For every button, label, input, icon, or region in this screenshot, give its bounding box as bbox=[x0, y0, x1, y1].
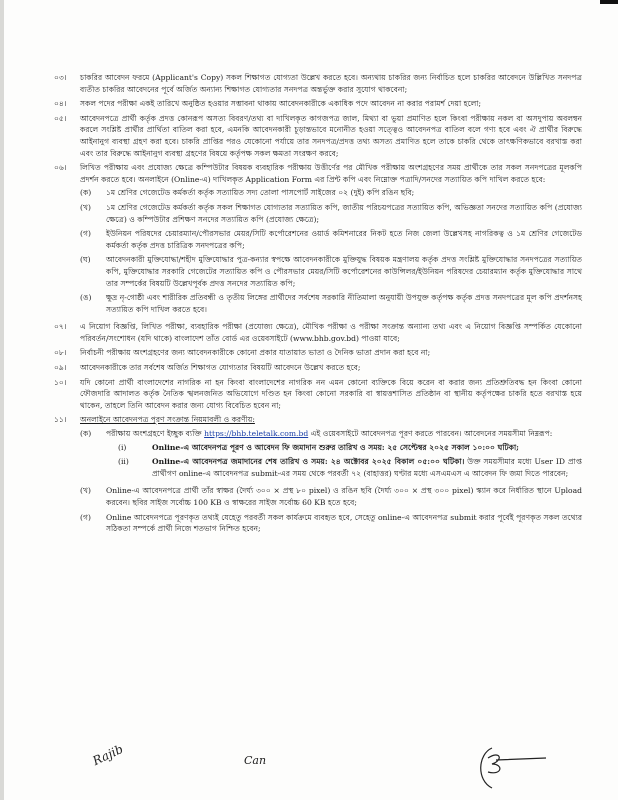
subclause-text: এই ওয়েবসাইটে আবেদনপত্র পূরণ করতে পারবেন। আবেদনের সময়সীমা নিম্নরূপ: bbox=[308, 429, 553, 439]
clause-number: ০৪। bbox=[54, 99, 67, 109]
subclause-text: Online-এ আবেদনপত্রে প্রার্থী তাঁর স্বাক্ষর (দৈর্ঘ্য ৩০০ × প্রস্থ ৮০ pixel) ও রঙিন ছবি (দৈর্ঘ্য ৩০০ × প্রস্থ ৩০০ pixel) স্ক্যান করে নির্ধারিত স্থানে Upload করবেন। ছবির সাইজ সর্বোচ্চ 100 KB ও স্বাক্ষরের সাইজ সর্বোচ্চ 60 KB হতে হবে; bbox=[106, 486, 582, 507]
clause-text: সকল পদের পরীক্ষা একই তারিখে অনুষ্ঠিত হওয়ার সম্ভাবনা থাকায় আবেদনকারীকে একাধিক পদে আবেদন না করার পরামর্শ দেয়া হলো; bbox=[80, 99, 482, 109]
subclause-gha bbox=[80, 254, 582, 289]
subclause-text: পরীক্ষায় অংশগ্রহণে ইচ্ছুক ব্যক্তি bbox=[106, 429, 205, 439]
clause-text: যদি কোনো প্রার্থী বাংলাদেশের নাগরিক না হন কিংবা বাংলাদেশের নাগরিক নন এমন কোনো ব্যক্তিকে বিয়ে করেন বা করার জন্য প্রতিশ্রুতিবদ্ধ হন কিংবা কোনো ফৌজদারি আদালত কর্তৃক নৈতিক স্খলনজনিত অভিযোগে দণ্ডিত হন কিংবা কোনো সরকারি বা স্বায়ত্তশাসিত প্রতিষ্ঠান বা স্থানীয় কর্তৃপক্ষের চাকরি হতে বরখাস্ত হয়ে থাকেন, তাহলে তিনি আবেদন করার জন্য যোগ্য বিবেচিত হবেন না; bbox=[80, 377, 582, 410]
subclause-kha bbox=[80, 485, 582, 508]
notice-body bbox=[54, 72, 582, 541]
signature-right-icon bbox=[470, 742, 550, 792]
deadline-start bbox=[118, 442, 582, 454]
scan-corner-mark bbox=[600, 0, 618, 4]
scan-edge bbox=[0, 0, 4, 800]
clause-09 bbox=[54, 362, 582, 374]
clause-number: ১০। bbox=[54, 377, 67, 387]
signature-left: Rajib bbox=[90, 741, 126, 769]
clause-04 bbox=[54, 98, 582, 110]
clause-number: ০৯। bbox=[54, 363, 67, 373]
subclause-ga bbox=[80, 512, 582, 535]
clause-heading: অনলাইনে আবেদনপত্র পূরণ সংক্রান্ত নিয়মাবলী ও করণীয়: bbox=[80, 415, 255, 425]
signature-middle: Can bbox=[244, 754, 267, 767]
subclause-text: ১ম শ্রেণির গেজেটেড কর্মকর্তা কর্তৃক সকল শিক্ষাগত যোগ্যতার সত্যায়িত কপি, জাতীয় পরিচয়পত্রের সত্যায়িত কপি, অভিজ্ঞতা সনদের সত্যায়িত কপি (প্রযোজ্য ক্ষেত্রে) ও কম্পিউটার প্রশিক্ষণ সনদের সত্যায়িত কপি (প্রযোজ্য ক্ষেত্রে); bbox=[106, 202, 582, 224]
clause-number: ১১। bbox=[54, 415, 67, 425]
clause-06 bbox=[54, 162, 582, 318]
subclause-text: Online আবেদনপত্রে পূরণকৃত তথ্যই যেহেতু পরবর্তী সকল কার্যক্রমে ব্যবহৃত হবে, সেহেতু online-এ আবেদনপত্র submit করার পূর্বেই পূরণকৃত সকল তথ্যের সঠিকতা সম্পর্কে প্রার্থী নিজে শতভাগ নিশ্চিত হবেন; bbox=[106, 512, 582, 534]
clause-08 bbox=[54, 347, 582, 359]
subclause-text: ইউনিয়ন পরিষদের চেয়ারম্যান/পৌরসভার মেয়র/সিটি কর্পোরেশনের ওয়ার্ড কমিশনারের নিকট হতে নিজ জেলা উল্লেখসহ নাগরিকত্ব ও ১ম শ্রেণির গেজেটেড কর্মকর্তা কর্তৃক প্রদত্ত চারিত্রিক সনদপত্রের কপি; bbox=[106, 229, 582, 250]
deadline-end-text: Online-এ আবেদনপত্র জমাদানের শেষ তারিখ ও সময়: ২৪ অক্টোবর ২০২৫ বিকাল ০৫:০০ ঘটিকা। bbox=[152, 457, 465, 467]
subclause-text: ১ম শ্রেণির গেজেটেড কর্মকর্তা কর্তৃক সত্যায়িত সদ্য তোলা পাসপোর্ট সাইজের ০২ (দুই) কপি রঙিন ছবি; bbox=[106, 188, 415, 198]
clause-text: নির্বাচনী পরীক্ষায় অংশগ্রহণের জন্য আবেদনকারীকে কোনো প্রকার যাতায়াত ভাতা ও দৈনিক ভাতা প্রদান করা হবে না; bbox=[80, 348, 431, 358]
subclause-mark: (গ) bbox=[80, 512, 91, 522]
roman-mark: (i) bbox=[118, 442, 127, 452]
clause-number: ০৫। bbox=[54, 113, 67, 123]
subclause-text: ক্ষুদ্র নৃ-গোষ্ঠী এবং শারীরিক প্রতিবন্ধী ও তৃতীয় লিঙ্গের প্রার্থীদের সর্বশেষ সরকারি নীতিমালা অনুযায়ী উপযুক্ত কর্তৃপক্ষ কর্তৃক প্রদত্ত সনদপত্রের মূল কপি প্রদর্শনসহ সত্যায়িত কপি দাখিল করতে হবে। bbox=[106, 293, 582, 314]
clause-05 bbox=[54, 113, 582, 159]
clause-number: ০৬। bbox=[54, 163, 67, 173]
subclause-ka bbox=[80, 187, 582, 199]
subclause-ka bbox=[80, 428, 582, 482]
roman-mark: (ii) bbox=[118, 457, 129, 467]
clause-number: ০৭। bbox=[54, 322, 67, 332]
clause-07 bbox=[54, 321, 582, 344]
subclause-mark: (ক) bbox=[80, 429, 92, 439]
teletalk-link[interactable]: https://bhb.teletalk.com.bd bbox=[204, 429, 309, 439]
clause-number: ০৩। bbox=[54, 73, 67, 82]
clause-10 bbox=[54, 377, 582, 412]
clause-text: আবেদনপত্রে প্রার্থী কর্তৃক প্রদত্ত কোনরূপ অসত্য বিবরণ/তথ্য বা দাখিলকৃত কাগজপত্র জাল, মিথ্যা বা ভুয়া প্রমাণিত হলে কিংবা পরীক্ষায় নকল বা অসদুপায় অবলম্বন করলে সংশ্লিষ্ট প্রার্থীর প্রার্থিতা বাতিল করা হবে, এমনকি আবেদনকারী চূড়ান্তভাবে মনোনীত হওয়া সত্ত্বেও আবেদনপত্র বাতিল বলে গণ্য হবে এবং ঐ প্রার্থীর বিরুদ্ধে আইনানুগ ব্যবস্থা গ্রহণ করা হবে। চাকরি প্রাপ্তির পরও যেকোনো পর্যায়ে তার সনদপত্র/প্রদত্ত তথ্য অসত্য প্রমাণিত হলে তাকে চাকরি থেকে তাৎক্ষণিকভাবে বরখাস্ত করা এবং তার বিরুদ্ধে আইনানুগ ব্যবস্থা গ্রহণের বিষয়ে কর্তৃপক্ষ সকল ক্ষমতা সংরক্ষণ করবে; bbox=[80, 113, 582, 158]
clause-03 bbox=[54, 72, 582, 95]
clause-number: ০৮। bbox=[54, 348, 67, 358]
clause-11 bbox=[54, 414, 582, 537]
subclause-mark: (ঙ) bbox=[80, 293, 92, 303]
subclause-mark: (গ) bbox=[80, 229, 91, 239]
subclause-mark: (ক) bbox=[80, 188, 92, 198]
clause-text: এ নিয়োগ বিজ্ঞপ্তি, লিখিত পরীক্ষা, ব্যবহারিক পরীক্ষা (প্রযোজ্য ক্ষেত্রে), মৌখিক পরীক্ষা ও পরীক্ষা সংক্রান্ত অন্যান্য তথ্য এবং এ নিয়োগ বিজ্ঞপ্তি সম্পর্কিত যেকোনো পরিবর্তন/সংশোধন (যদি থাকে) বাংলাদেশ তাঁত বোর্ড এর ওয়েবসাইটে (www.bhb.gov.bd) পাওয়া যাবে; bbox=[80, 322, 582, 343]
deadline-end bbox=[118, 456, 582, 479]
subclause-kha bbox=[80, 202, 582, 225]
subclause-uma bbox=[80, 292, 582, 315]
subclause-mark: (খ) bbox=[80, 486, 91, 496]
signature-area bbox=[0, 740, 618, 800]
clause-text: আবেদনকারীকে তার সর্বশেষ অর্জিত শিক্ষাগত যোগ্যতার বিষয়টি আবেদনে উল্লেখ করতে হবে; bbox=[80, 363, 361, 373]
subclause-mark: (খ) bbox=[80, 202, 91, 212]
subclause-mark: (ঘ) bbox=[80, 255, 91, 265]
subclause-ga bbox=[80, 228, 582, 251]
deadline-end-note: উক্ত সময়সীমার মধ্যে User ID প্রাপ্ত প্রার্থীগণ online-এ আবেদনপত্র submit-এর সময় থেকে পরবর্তী ৭২ (বাহাত্তর) ঘণ্টার মধ্যে এসএমএস এ আবেদন ফি জমা দিতে পারবেন; bbox=[152, 457, 582, 478]
subclause-text: আবেদনকারী মুক্তিযোদ্ধা/শহীদ মুক্তিযোদ্ধার পুত্র-কন্যার স্বপক্ষে আবেদনকারীকে মুক্তিযুদ্ধ বিষয়ক মন্ত্রণালয় কর্তৃক প্রদত্ত সংশ্লিষ্ট মুক্তিযোদ্ধার সনদপত্রের সত্যায়িত কপি, মুক্তিযোদ্ধার সরকারি গেজেটের সত্যায়িত কপি ও পৌরসভার মেয়র/সিটি কর্পোরেশনের কাউন্সিলর/ইউনিয়ন পরিষদের চেয়ারম্যান কর্তৃক মুক্তিযোদ্ধার সাথে তার সম্পর্কের বিষয়টি উল্লেখপূর্বক প্রদত্ত সনদের সত্যায়িত কপি; bbox=[106, 255, 582, 288]
clause-text: লিখিত পরীক্ষায় এবং প্রযোজ্য ক্ষেত্রে কম্পিউটার বিষয়ক ব্যবহারিক পরীক্ষায় উত্তীর্ণের পর মৌখিক পরীক্ষায় অংশগ্রহণের সময় প্রার্থীকে তার সকল সনদপত্রের মূলকপি প্রদর্শন করতে হবে। অনলাইনে (Online-এ) দাখিলকৃত Application Form এর প্রিন্ট কপি এবং নিম্নোক্ত পত্রাদি/সনদের সত্যায়িত কপি দাখিল করতে হবে: bbox=[80, 163, 582, 184]
clause-text: চাকরির আবেদন ফরমে (Applicant's Copy) সকল শিক্ষাগত যোগ্যতা উল্লেখ করতে হবে। অন্যথায় চাকরির জন্য নির্বাচিত হলে চাকরির আবেদনে উল্লিখিত সনদপত্র ব্যতীত চাকরির আবেদনের পূর্বে অর্জিত অন্যান্য শিক্ষাগত যোগ্যতার সনদপত্র অন্তর্ভুক্ত করার সুযোগ থাকবেনা; bbox=[80, 73, 582, 94]
deadline-start-text: Online-এ আবেদনপত্র পূরণ ও আবেদন ফি জমাদান শুরুর তারিখ ও সময়: ২৫ সেপ্টেম্বর ২০২৫ সকাল ১০:০০ ঘটিকা; bbox=[152, 442, 519, 452]
